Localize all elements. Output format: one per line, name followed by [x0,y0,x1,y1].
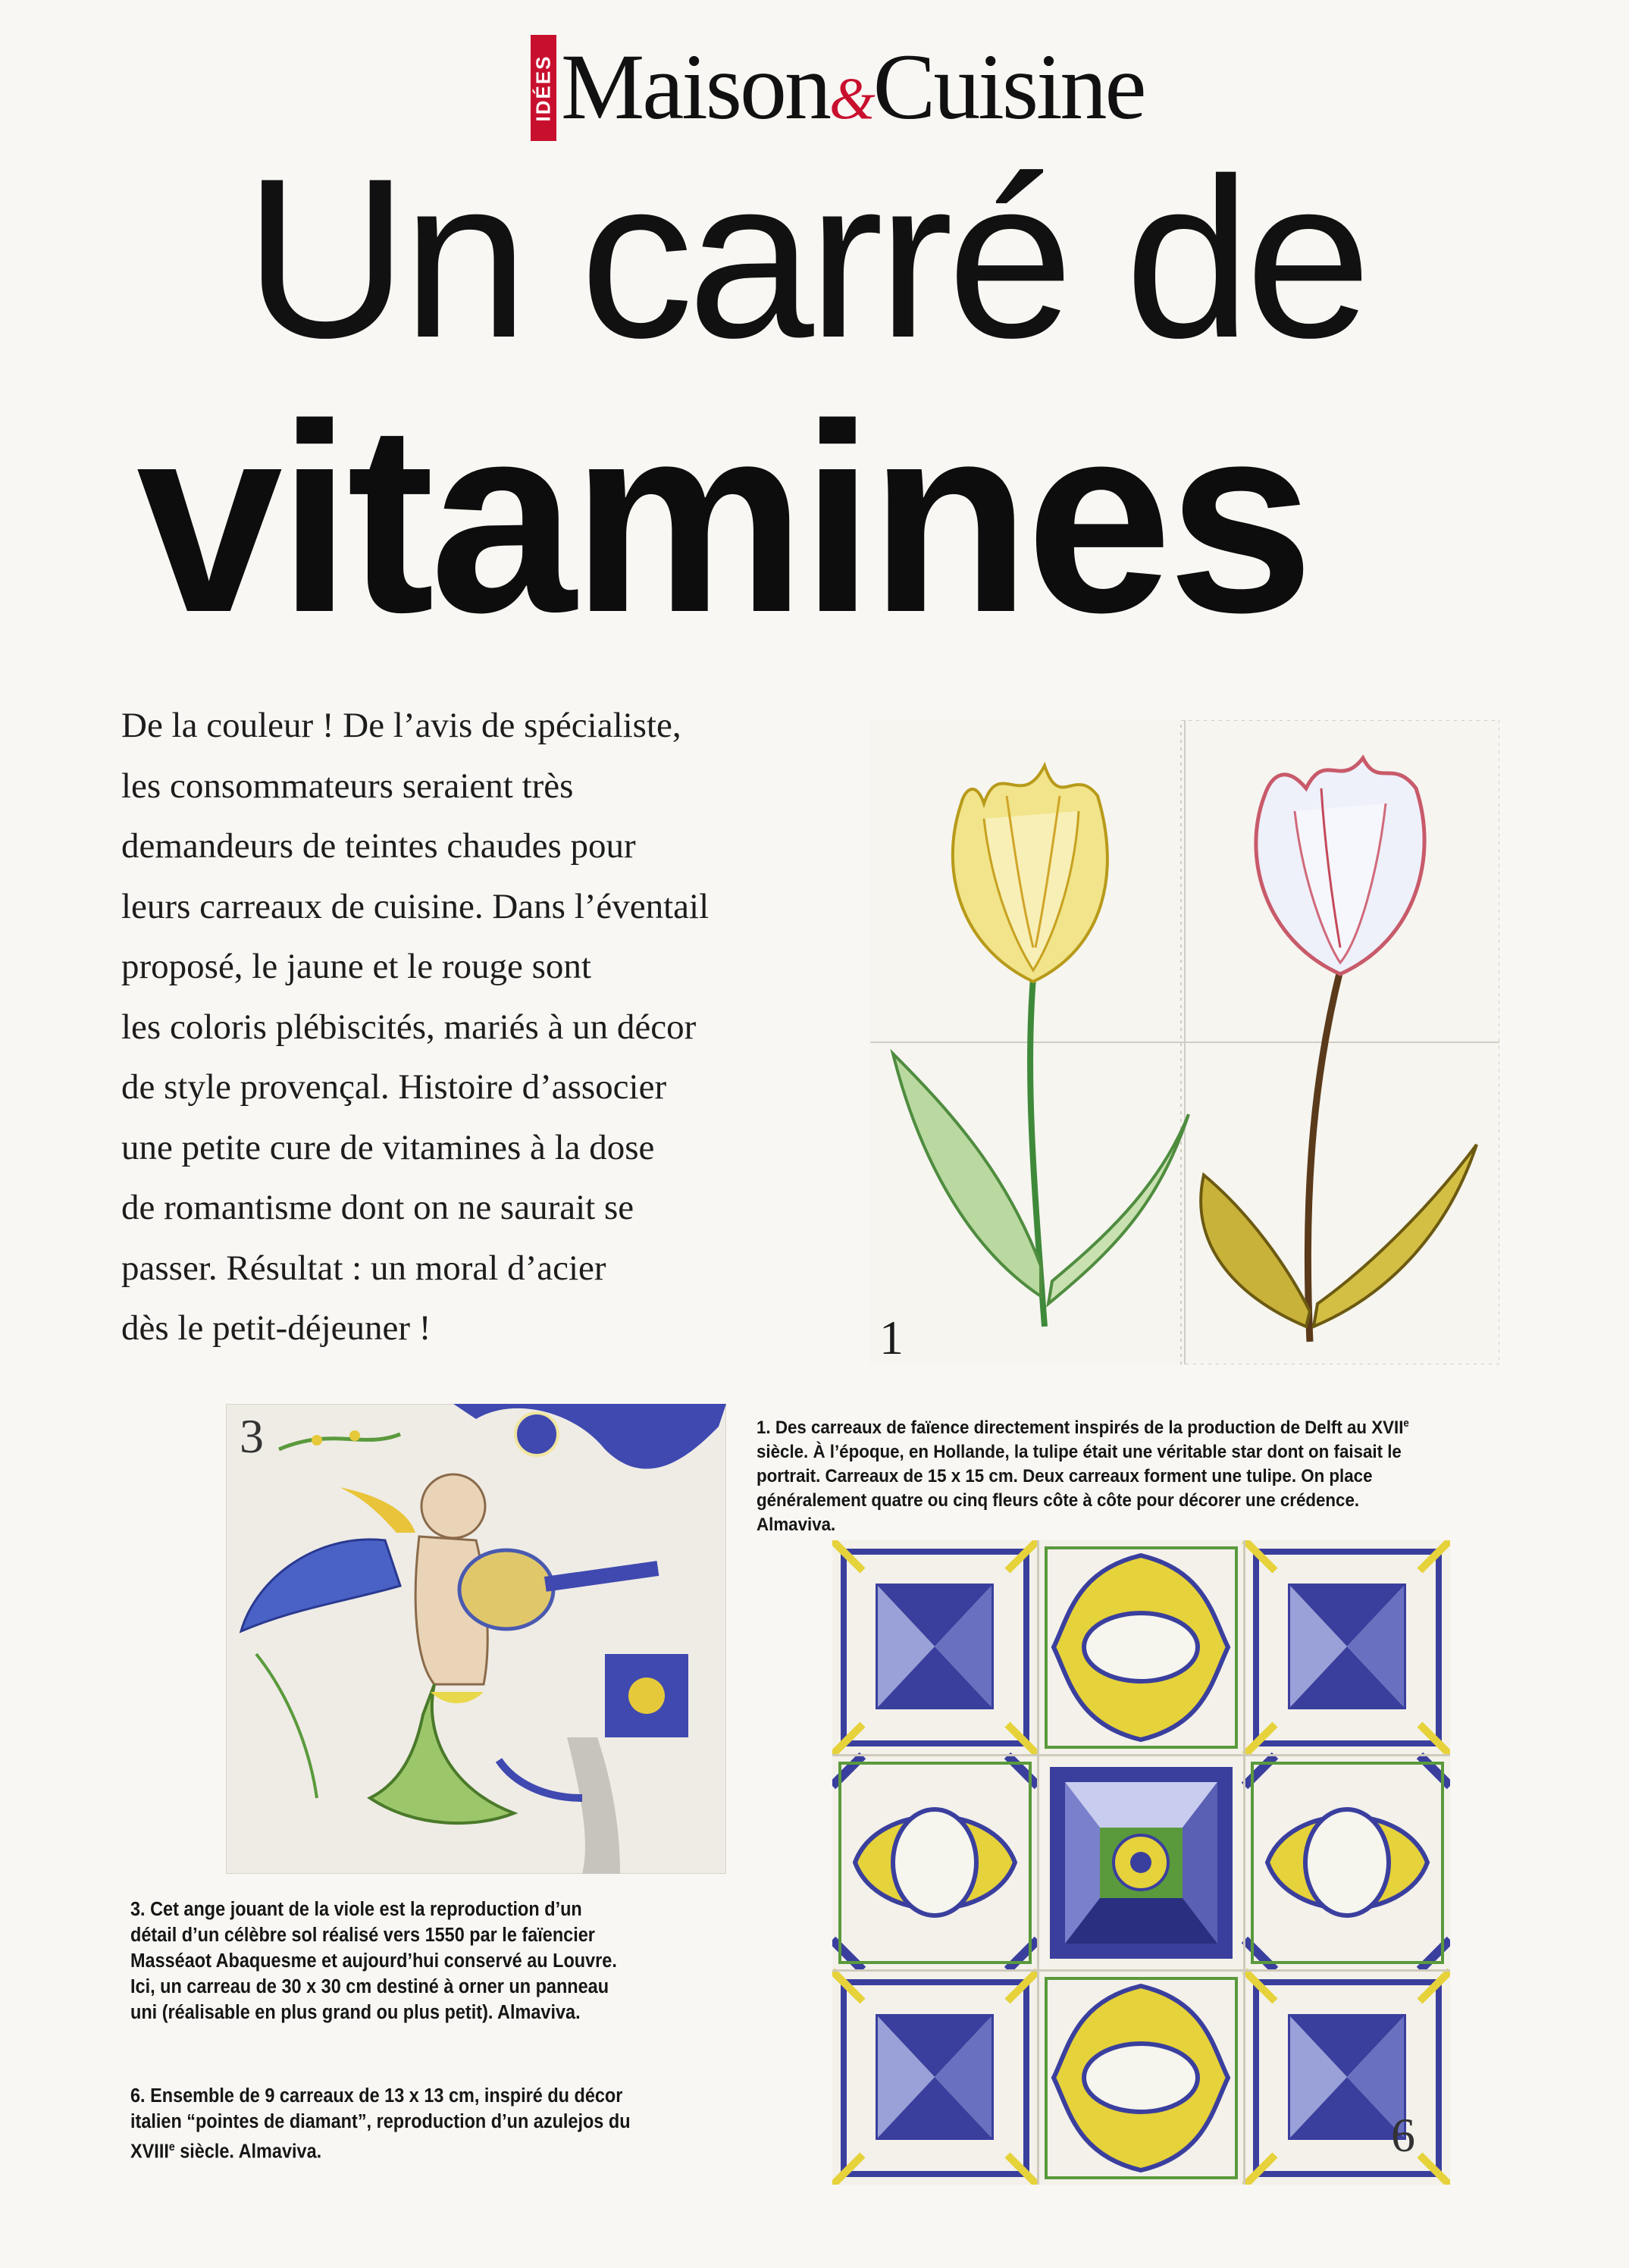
intro-line: leurs carreaux de cuisine. Dans l’éventail [121,886,710,926]
intro-line: de style provençal. Histoire d’associer [121,1067,667,1107]
maison-cuisine-wordmark: Maison&Cuisine [561,35,1145,139]
figure-number-3: 3 [240,1409,264,1463]
intro-line: passer. Résultat : un moral d’acier [121,1248,606,1288]
intro-line: demandeurs de teintes chaudes pour [121,826,636,866]
intro-line: une petite cure de vitamines à la dose [121,1127,655,1167]
intro-line: De la couleur ! De l’avis de spécialiste, [121,706,681,745]
angel-tile-image [226,1404,726,1874]
masthead-logo [531,30,1145,144]
caption-figure-3: 3. Cet ange jouant de la viole est la reproduction d’un détail d’un célèbre sol réalisé vers 1550 par le faïencier Masséaot Abaquesme et aujourd’hui conservé au Louvre. Ici, un carreau de 30 x 30 cm destiné à orner un panneau uni (réalisable en plus grand ou plus petit). Almaviva. [130,1899,617,2023]
figure-number-1: 1 [879,1311,904,1364]
intro-line: proposé, le jaune et le rouge sont [121,947,591,986]
figure-number-6: 6 [1391,2108,1415,2162]
caption-figure-1: 1. Des carreaux de faïence directement inspirés de la production de Delft au XVIIe siècle. À l’époque, en Hollande, la tulipe était une véritable star dont on faisait le portrait. Carreaux de 15 x 15 cm. Deux carreaux forment une tulipe. On place généralement quatre ou cinq fleurs côte à côte pour décorer une crédence. Almaviva. [757,1418,1409,1535]
caption-figure-6: 6. Ensemble de 9 carreaux de 13 x 13 cm, inspiré du décor italien “pointes de diamant”, reproduction d’un azulejos du XVIIIe siècle. Almaviva. [130,2085,631,2163]
intro-paragraph [121,696,819,1359]
intro-line: les consommateurs seraient très [121,766,574,806]
intro-line: les coloris plébiscités, mariés à un décor [121,1007,697,1047]
intro-line: dès le petit-déjeuner ! [121,1308,431,1348]
headline-line-2: vitamines [136,369,1310,669]
diamond-tiles-mosaic-image [832,1540,1450,2185]
headline-line-1: Un carré de [244,130,1366,385]
intro-line: de romantisme dont on ne saurait se [121,1188,634,1227]
tulip-tiles-image [870,720,1499,1364]
idees-label: IDÉES [531,35,556,141]
